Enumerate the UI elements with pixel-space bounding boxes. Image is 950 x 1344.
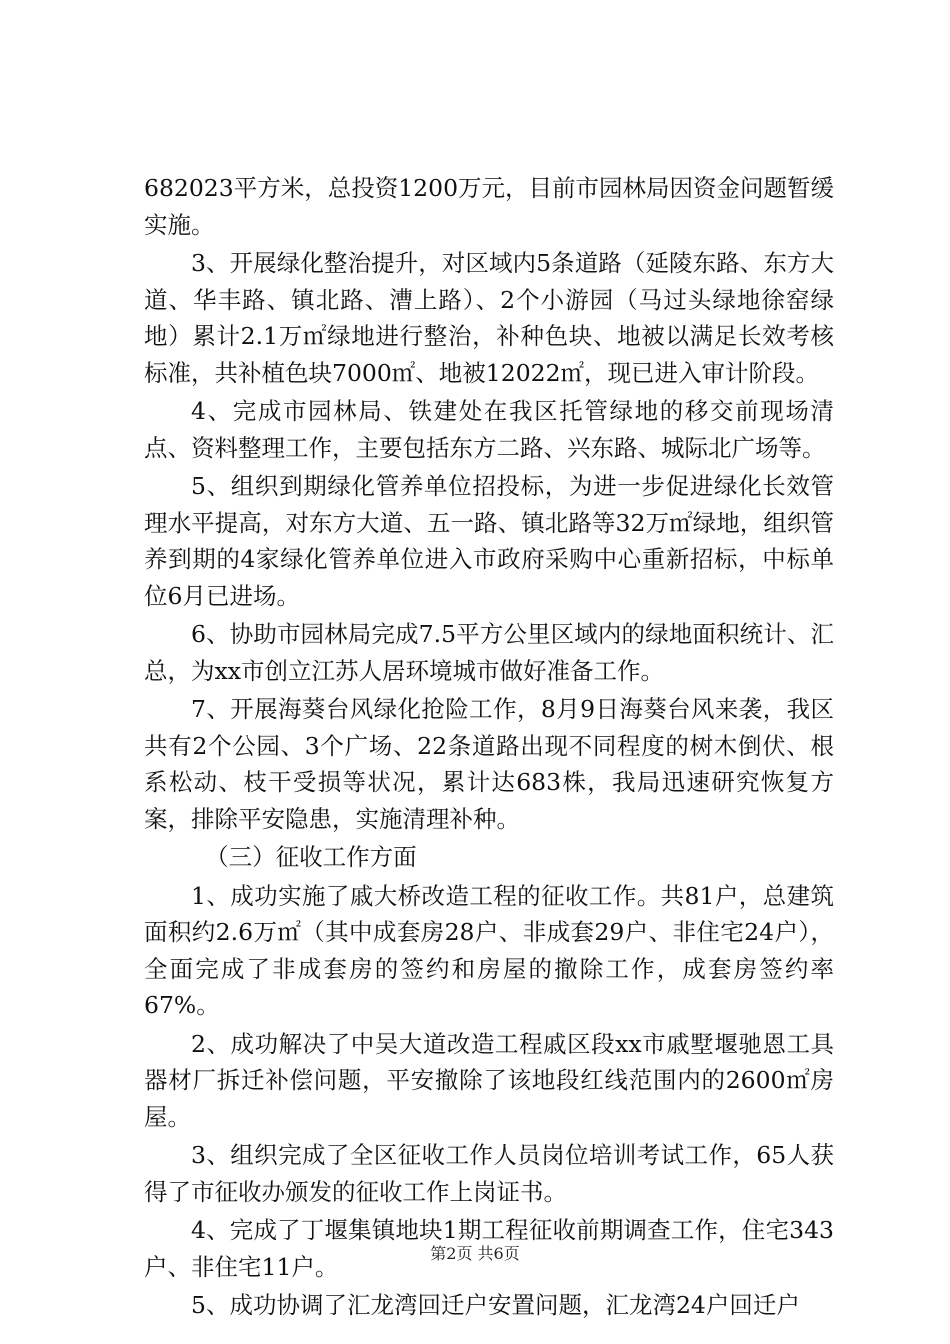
paragraph-resettlement: 5、成功协调了汇龙湾回迁户安置问题，汇龙湾24户回迁户	[191, 1291, 800, 1319]
page-number: 第2页 共6页	[430, 1244, 520, 1263]
paragraph-survey-work: 4、完成了丁堰集镇地块1期工程征收前期调查工作，住宅343户、非住宅11户。	[144, 1216, 834, 1281]
paragraph-staff-training: 3、组织完成了全区征收工作人员岗位培训考试工作，65人获得了市征收办颁发的征收工作上岗证书。	[144, 1141, 834, 1206]
paragraph-greening-rectification: 3、开展绿化整治提升，对区域内5条道路（延陵东路、东方大道、华丰路、镇北路、漕上路）、2个小游园（马过头绿地徐窑绿地）累计2.1万㎡绿地进行整治，补种色块、地被以满足长效考核标准，共补植色块7000㎡、地被12022㎡，现已进入审计阶段。	[144, 249, 834, 387]
paragraph-greenland-statistics: 6、协助市园林局完成7.5平方公里区域内的绿地面积统计、汇总，为xx市创立江苏人居环境城市做好准备工作。	[144, 620, 834, 685]
paragraph-greenland-handover: 4、完成市园林局、铁建处在我区托管绿地的移交前现场清点、资料整理工作，主要包括东方二路、兴东路、城际北广场等。	[144, 397, 834, 462]
paragraph-bridge-expropriation: 1、成功实施了戚大桥改造工程的征收工作。共81户，总建筑面积约2.6万㎡（其中成套房28户、非成套29户、非住宅24户），全面完成了非成套房的签约和房屋的撤除工作，成套房签约率67%。	[144, 881, 834, 1019]
page-footer	[0, 1244, 950, 1264]
section-heading-expropriation: （三）征收工作方面	[205, 843, 417, 871]
document-body	[144, 170, 834, 1326]
paragraph-typhoon-rescue: 7、开展海葵台风绿化抢险工作，8月9日海葵台风来袭，我区共有2个公园、3个广场、22条道路出现不同程度的树木倒伏、根系松动、枝干受损等状况，累计达683株，我局迅速研究恢复方案，排除平安隐患，实施清理补种。	[144, 695, 834, 833]
paragraph-continuation: 682023平方米，总投资1200万元，目前市园林局因资金问题暂缓实施。	[144, 174, 835, 239]
paragraph-maintenance-tender: 5、组织到期绿化管养单位招投标，为进一步促进绿化长效管理水平提高，对东方大道、五一路、镇北路等32万㎡绿地，组织管养到期的4家绿化管养单位进入市政府采购中心重新招标，中标单位6月已进场。	[144, 472, 834, 610]
paragraph-demolition-compensation: 2、成功解决了中吴大道改造工程戚区段xx市戚墅堰驰恩工具器材厂拆迁补偿问题，平安撤除了该地段红线范围内的2600㎡房屋。	[144, 1029, 834, 1131]
